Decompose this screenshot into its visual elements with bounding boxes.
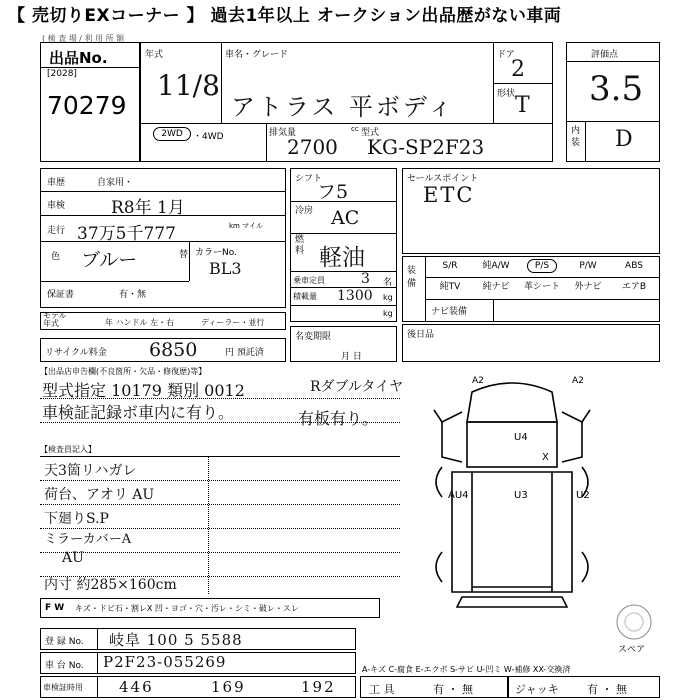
color-code-value: BL3 [209, 259, 242, 278]
right-door-outline [562, 412, 582, 462]
bed-rails [472, 472, 552, 592]
mark-au4: AU4 [448, 490, 469, 501]
mark-a2-left: A2 [472, 376, 484, 386]
equip-ext-navi: 外ナビ [574, 282, 602, 292]
shaken-label: 車検 [47, 201, 66, 211]
equipment-label: 装備 [407, 266, 417, 289]
year-value: 11/8 [157, 69, 220, 102]
lot-sub: [2028] [47, 69, 77, 79]
spare-label: スペア [618, 645, 646, 655]
tools-label: 工 具 [369, 683, 395, 696]
mark-x: X [542, 452, 549, 463]
capacity-value: 3 [361, 271, 370, 287]
navi-label: ナビ装備 [431, 307, 468, 317]
recycle-unit: 円 預託済 [225, 348, 264, 358]
recycle-label: リサイクル料金 [45, 348, 107, 358]
handle-label: 年 ハンドル 左・右 [105, 318, 175, 327]
mileage-value: 37万5千777 [77, 224, 176, 244]
chassis-value: P2F23-055269 [103, 653, 227, 671]
inspector-line5: AU [62, 550, 84, 566]
color-mark: 替 [179, 250, 189, 260]
lot-number: 70279 [47, 91, 127, 120]
specs-box [290, 168, 397, 322]
left-door-outline [442, 412, 462, 462]
inspector-line4: ミラーカバーA [44, 532, 132, 547]
registration-row [40, 628, 356, 650]
header-box [140, 42, 553, 162]
load-unit: kg [383, 293, 393, 302]
door-label: ドア [497, 50, 515, 60]
ac-label: 冷房 [295, 206, 314, 216]
reg-value: 岐阜 100 5 5588 [109, 631, 243, 649]
capacity-label: 乗車定員 [293, 276, 325, 285]
mark-u4: U4 [514, 432, 528, 443]
after-label: 後日品 [407, 330, 435, 340]
model-year-row [40, 312, 286, 330]
jack-value: 有 ・ 無 [587, 683, 627, 696]
inspector-line6: 内寸 約285×160cm [44, 577, 177, 593]
score-box [566, 42, 660, 162]
model-label: 型式 [361, 128, 380, 138]
cert-value-2: 169 [211, 678, 246, 696]
interior-value: D [615, 127, 633, 152]
mark-u2: U2 [576, 490, 590, 501]
top-clipped-text: ( 検 査 場 / 利 用 所 額 [42, 34, 125, 43]
mileage-unit: km マイル [229, 222, 263, 230]
fw-label: F W [45, 603, 65, 613]
name-value: アトラス 平ボディ [231, 93, 455, 121]
tail-outline [457, 597, 567, 607]
drive-2wd: 2WD [153, 127, 191, 141]
inspector-label: 【検査員記入】 [40, 445, 96, 454]
cert-row [40, 676, 356, 698]
cc-value: 2700 [287, 135, 338, 159]
banner-title: 【 売切りEXコーナー 】 過去1年以上 オークション出品歴がない車両 [0, 0, 700, 32]
drive-4wd: ・4WD [193, 132, 224, 142]
sales-point-label: セールスポイント [407, 174, 479, 184]
notes-line2: 車検証記録ボ車内に有り。 [42, 403, 235, 422]
equip-ps-circle [527, 259, 557, 273]
bed-outline [452, 472, 572, 592]
year-label: 年式 [145, 50, 164, 60]
equip-abs: ABS [625, 261, 643, 271]
shape-label: 形状 [497, 89, 516, 99]
load-label: 積載量 [293, 292, 317, 301]
inspector-line2: 荷台、アオリ AU [44, 487, 155, 503]
equip-leather: 革シート [523, 282, 560, 292]
lot-box [40, 42, 140, 162]
shift-label: シフト [295, 174, 323, 184]
color-label: 色 [51, 252, 61, 262]
color-code-label: カラーNo. [195, 248, 237, 258]
name-change-box [290, 326, 397, 362]
defect-legend-row [40, 598, 380, 618]
cab-roof-outline [467, 383, 557, 422]
equip-pw: P/W [579, 261, 597, 271]
name-change-unit: 月 日 [341, 352, 362, 362]
codes-legend: A-キズ C-腐食 E-エクボ S-サビ U-凹ミ W-補修 XX-交換済 [362, 665, 571, 674]
color-value: ブルー [81, 249, 138, 271]
inspector-line1: 天3箇リハガレ [44, 463, 137, 479]
equip-airbag: エアB [621, 282, 647, 292]
notes-label: 【出品店申告欄(不良箇所・欠品・修復歴)等】 [40, 367, 207, 376]
lot-label: 出品No. [49, 49, 108, 67]
equip-ps: P/S [534, 261, 550, 271]
mark-u3: U3 [514, 490, 528, 501]
reg-label: 登 録 No. [45, 637, 84, 647]
spare-tire-icon [614, 602, 654, 642]
dealer-label: ディーラー・並行 [201, 318, 265, 327]
jack-row [508, 676, 660, 698]
after-box [402, 324, 660, 362]
fuel-value: 軽油 [319, 245, 365, 271]
cert-value-3: 192 [301, 678, 336, 696]
equip-navi: 純ナビ [482, 282, 510, 292]
shift-value: フ5 [317, 181, 349, 203]
inspector-line3: 下廻りS.P [44, 511, 109, 527]
name-label: 車名・グレード [225, 50, 289, 60]
fuel-label: 燃料 [295, 235, 305, 256]
notes-right1: Rダブルタイヤ [310, 379, 404, 395]
mileage-label: 走行 [47, 226, 66, 236]
history-label: 車歴 [47, 178, 66, 188]
score-label: 評価点 [591, 50, 619, 60]
weight-unit: kg [383, 309, 393, 318]
shaken-value: R8年 1月 [111, 198, 185, 218]
chassis-row [40, 652, 356, 674]
warranty-label: 保証書 [47, 290, 75, 300]
sales-point-value: ETC [423, 183, 475, 207]
history-box [40, 168, 286, 308]
warranty-value: 有・無 [119, 290, 147, 300]
equip-tv: 純TV [439, 282, 461, 292]
interior-label: 内装 [571, 126, 581, 148]
chassis-label: 車 台 No. [45, 661, 84, 671]
equipment-box [402, 256, 660, 322]
notes-line1: 型式指定 10179 類別 0012 [42, 381, 245, 400]
sales-point-box [402, 168, 660, 254]
cc-unit: cc [351, 125, 359, 133]
jack-label: ジャッキ [515, 683, 559, 696]
tools-row [360, 676, 508, 698]
score-value: 3.5 [589, 69, 644, 109]
recycle-row [40, 338, 286, 362]
load-value: 1300 [337, 288, 373, 304]
capacity-unit: 名 [383, 278, 393, 288]
model-year-label: モデル 年式 [43, 311, 67, 328]
history-value: 自家用・ [97, 178, 134, 188]
recycle-value: 6850 [149, 339, 198, 361]
notes-right2: 有板有り。 [298, 409, 379, 428]
cert-value-1: 446 [119, 678, 154, 696]
door-value: 2 [511, 57, 525, 82]
cert-label: 車検証時用 [43, 683, 83, 692]
shape-value: T [515, 93, 530, 118]
name-change-label: 名変期限 [295, 332, 332, 342]
model-value: KG-SP2F23 [367, 135, 485, 159]
equip-aw: 純A/W [482, 261, 510, 271]
ac-value: AC [331, 207, 360, 229]
tools-value: 有 ・ 無 [433, 683, 473, 696]
cc-label: 排気量 [269, 128, 297, 138]
mark-a2-right: A2 [572, 376, 584, 386]
fw-items: キズ・ドビ石・割レX 凹・ヨゴ・穴・汚レ・シミ・破レ・スレ [75, 604, 299, 613]
equip-sr: S/R [442, 261, 458, 271]
